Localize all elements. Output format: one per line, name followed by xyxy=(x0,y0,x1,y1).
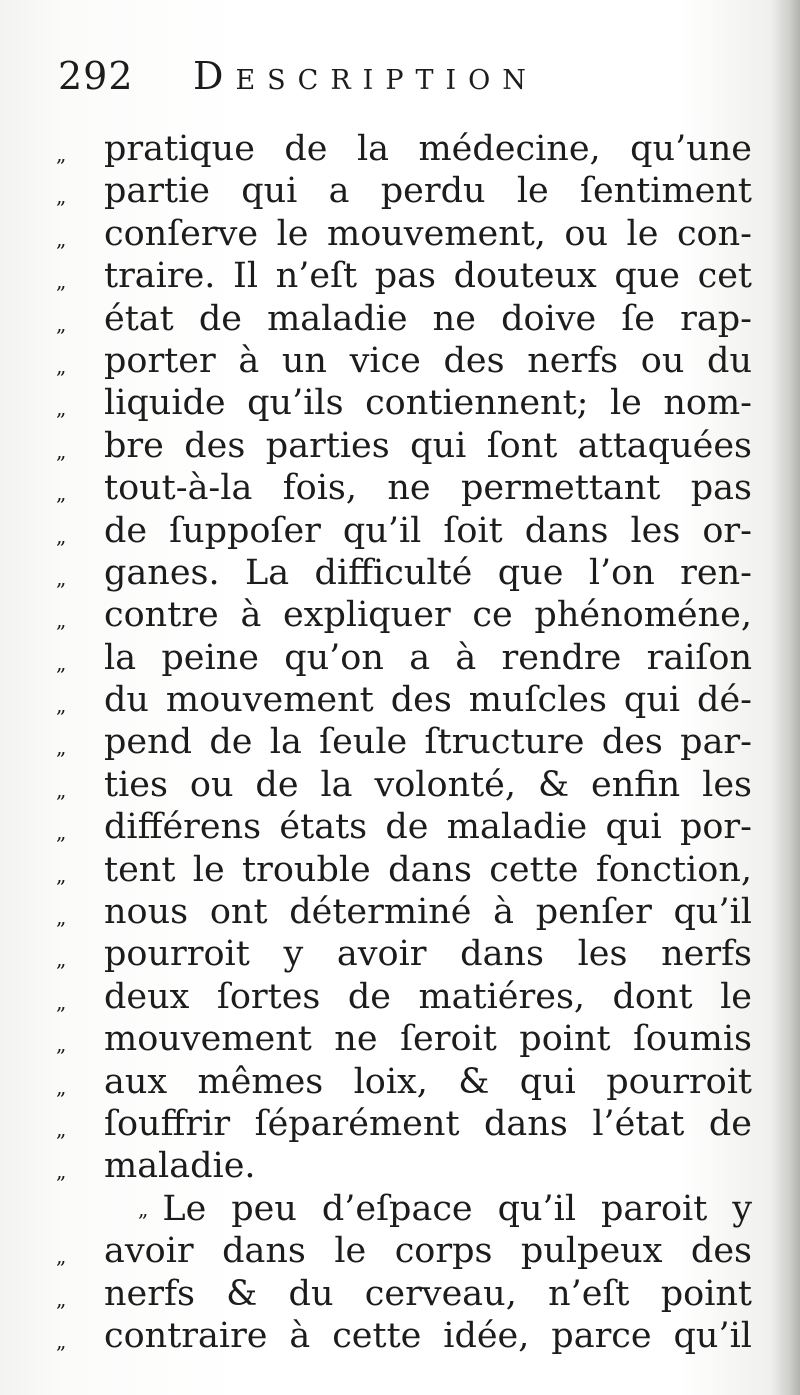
page-number: 292 xyxy=(58,54,134,98)
quote-mark: „ xyxy=(56,1159,66,1184)
text-line xyxy=(56,1188,756,1230)
quote-mark: „ xyxy=(56,693,66,718)
text-line xyxy=(56,213,756,255)
page-header xyxy=(58,52,758,100)
quote-mark: „ xyxy=(56,1286,66,1311)
line-text: état de maladie ne doive ſe rap- xyxy=(104,298,752,339)
line-text: partie qui a perdu le ſentiment xyxy=(104,171,752,212)
text-line xyxy=(56,976,756,1018)
line-text: maladie. xyxy=(104,1146,256,1187)
quote-mark: „ xyxy=(56,184,66,209)
line-text: mouvement ne ſeroit point ſoumis xyxy=(104,1019,752,1060)
text-line xyxy=(56,467,756,509)
line-text xyxy=(138,1188,752,1230)
text-line xyxy=(56,679,756,721)
text-line xyxy=(56,1018,756,1060)
line-text: liquide qu’ils contiennent; le nom- xyxy=(104,383,752,424)
line-text: tent le trouble dans cette fonction, xyxy=(104,849,752,890)
body-text xyxy=(56,128,756,1357)
line-text: nous ont déterminé à penſer qu’il xyxy=(104,892,752,933)
quote-mark: „ xyxy=(56,862,66,887)
quote-mark: „ xyxy=(56,353,66,378)
line-text: ganes. La difficulté que l’on ren- xyxy=(104,552,752,593)
text-line xyxy=(56,764,756,806)
text-line xyxy=(56,340,756,382)
line-text: contraire à cette idée, parce qu’il xyxy=(104,1315,752,1356)
quote-mark: „ xyxy=(56,226,66,251)
text-line xyxy=(56,849,756,891)
text-line xyxy=(56,1315,756,1357)
line-text: traire. Il n’eſt pas douteux que cet xyxy=(104,256,752,297)
text-line xyxy=(56,552,756,594)
line-text: la peine qu’on a à rendre raiſon xyxy=(104,637,752,678)
text-line xyxy=(56,1230,756,1272)
quote-mark: „ xyxy=(56,820,66,845)
text-line xyxy=(56,128,756,170)
quote-mark: „ xyxy=(56,735,66,760)
text-line xyxy=(56,1103,756,1145)
quote-mark: „ xyxy=(56,989,66,1014)
text-line xyxy=(56,425,756,467)
text-line xyxy=(56,1273,756,1315)
line-text: porter à un vice des nerfs ou du xyxy=(104,340,752,381)
quote-mark: „ xyxy=(56,1074,66,1099)
quote-mark: „ xyxy=(56,777,66,802)
text-line xyxy=(56,298,756,340)
quote-mark: „ xyxy=(56,565,66,590)
line-text: aux mêmes loix, & qui pourroit xyxy=(104,1061,752,1102)
line-text: de ſuppoſer qu’il ſoit dans les or- xyxy=(104,510,752,551)
quote-mark: „ xyxy=(56,142,66,166)
text-line xyxy=(56,1145,756,1187)
quote-mark: „ xyxy=(56,481,66,506)
running-title: Description xyxy=(193,54,538,98)
line-text-content: Le peu d’eſpace qu’il paroit y xyxy=(162,1188,752,1229)
line-text: conſerve le mouvement, ou le con- xyxy=(104,213,752,254)
text-line xyxy=(56,510,756,552)
quote-mark: „ xyxy=(56,1116,66,1141)
line-text: du mouvement des muſcles qui dé- xyxy=(104,680,752,721)
text-line xyxy=(56,891,756,933)
quote-mark: „ xyxy=(56,311,66,336)
text-line xyxy=(56,382,756,424)
quote-mark: „ xyxy=(56,523,66,548)
quote-mark: „ xyxy=(56,650,66,675)
quote-mark: „ xyxy=(56,438,66,463)
quote-mark: „ xyxy=(56,396,66,421)
line-text: pratique de la médecine, qu’une xyxy=(104,129,752,169)
text-line xyxy=(56,1061,756,1103)
text-line xyxy=(56,170,756,212)
quote-mark: „ xyxy=(56,947,66,972)
quote-mark: „ xyxy=(56,269,66,294)
line-text: avoir dans le corps pulpeux des xyxy=(104,1231,752,1272)
line-text: bre des parties qui ſont attaquées xyxy=(104,425,752,466)
line-text: différens états de maladie qui por- xyxy=(104,807,752,848)
line-text: nerfs & du cerveau, n’eſt point xyxy=(104,1273,752,1314)
quote-mark: „ xyxy=(56,1328,66,1353)
quote-mark: „ xyxy=(56,905,66,930)
inner-quote-mark: „ xyxy=(138,1196,149,1221)
line-text: deux ſortes de matiéres, dont le xyxy=(104,976,752,1017)
text-line xyxy=(56,806,756,848)
line-text: ſouffrir ſéparément dans l’état de xyxy=(104,1103,752,1144)
line-text: ties ou de la volonté, & enfin les xyxy=(104,764,752,805)
line-text: pend de la ſeule ſtructure des par- xyxy=(104,722,752,763)
line-text: tout-à-la fois, ne permettant pas xyxy=(104,468,752,509)
gutter-shadow xyxy=(772,0,800,1395)
text-line xyxy=(56,721,756,763)
quote-mark: „ xyxy=(56,1244,66,1269)
line-text: contre à expliquer ce phénoméne, xyxy=(104,595,752,636)
quote-mark: „ xyxy=(56,1032,66,1057)
quote-mark: „ xyxy=(56,608,66,633)
text-line xyxy=(56,594,756,636)
text-line xyxy=(56,637,756,679)
text-line xyxy=(56,933,756,975)
text-line xyxy=(56,255,756,297)
line-text: pourroit y avoir dans les nerfs xyxy=(104,934,752,975)
